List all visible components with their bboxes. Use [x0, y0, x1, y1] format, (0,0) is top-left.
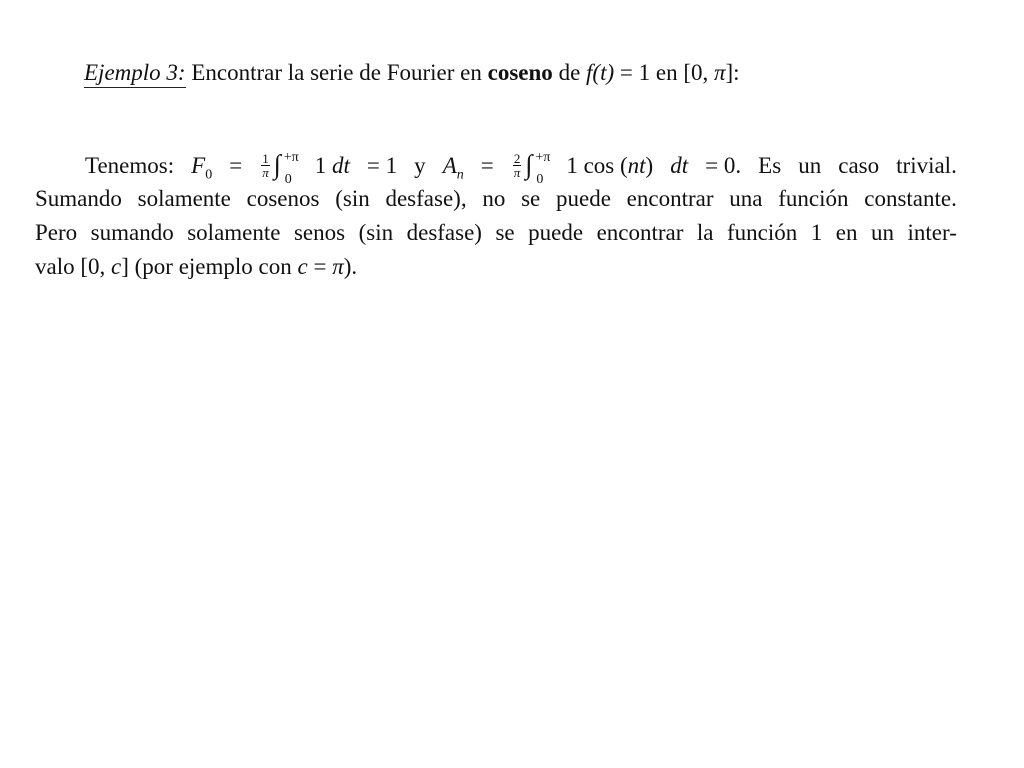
math-dt-2: dt: [670, 153, 689, 178]
math-integral-2: [511, 148, 654, 187]
line4-mid: ] (por ejemplo con: [121, 254, 298, 279]
math-dt: dt: [331, 153, 350, 178]
integrand-one: 1: [314, 153, 327, 178]
example-function: f(t): [586, 60, 615, 85]
paragraph-line-1: [35, 148, 957, 187]
example-pi: π: [713, 60, 726, 85]
line2-word: constante.: [864, 186, 957, 211]
line2-word: desfase),: [385, 186, 467, 211]
line3-word: inter-: [907, 220, 957, 245]
line3-word: puede: [528, 220, 584, 245]
math-eq-zero: = 0.: [705, 153, 742, 178]
line3-word: sumando: [90, 220, 174, 245]
math-integral-1: [259, 148, 350, 187]
math-c: c: [111, 254, 122, 279]
body-paragraph: [35, 148, 957, 284]
math-A-sub: n: [456, 167, 464, 183]
line3-word: desfase): [406, 220, 482, 245]
line4-end: ).: [343, 254, 358, 279]
word-caso: caso: [838, 153, 880, 178]
example-bold-word: coseno: [487, 60, 553, 85]
word-trivial: trivial.: [896, 153, 957, 178]
integral-sign-2: ∫ +π 0: [525, 148, 547, 182]
frac-num: 1: [262, 151, 269, 167]
frac-num-2: 2: [513, 151, 521, 167]
line2-word: cosenos: [246, 186, 320, 211]
math-eq-one: = 1: [366, 153, 398, 178]
math-F: F: [191, 153, 206, 178]
word-tenemos: Tenemos:: [85, 153, 175, 178]
line3-word: 1: [810, 220, 823, 245]
example-close: ]:: [725, 60, 740, 85]
example-equals: = 1 en [0,: [619, 60, 714, 85]
line4-pre: valo [0,: [35, 254, 112, 279]
line3-word: Pero: [35, 220, 78, 245]
word-y: y: [414, 153, 426, 178]
line2-word: solamente: [137, 186, 231, 211]
math-A: A: [442, 153, 457, 178]
example-heading: [84, 58, 740, 88]
integral-lower-limit-2: 0: [536, 172, 544, 187]
integral-upper-limit-2: +π: [535, 150, 551, 165]
math-pi-2: π: [332, 254, 344, 279]
paragraph-line-3: [35, 216, 957, 250]
math-cos-post: ): [645, 153, 654, 178]
line2-word: puede: [556, 186, 611, 211]
line3-word: función: [727, 220, 798, 245]
math-F-sub: 0: [205, 167, 213, 183]
line3-word: se: [495, 220, 515, 245]
line2-word: se: [521, 186, 541, 211]
integral-upper-limit: +π: [283, 150, 299, 165]
math-c-2: c: [297, 254, 308, 279]
line2-word: no: [482, 186, 506, 211]
line2-word: encontrar: [626, 186, 714, 211]
frac-2-over-pi: [513, 152, 522, 179]
example-label: Ejemplo 3:: [84, 60, 186, 88]
line3-word: la: [696, 220, 714, 245]
example-text-after-bold: de: [558, 60, 581, 85]
line2-word: (sin: [335, 186, 370, 211]
line3-word: un: [871, 220, 894, 245]
frac-den: π: [262, 165, 269, 181]
math-nt: nt: [627, 153, 646, 178]
line2-word: Sumando: [35, 186, 122, 211]
math-eq-1: =: [229, 153, 243, 178]
word-es: Es: [758, 153, 782, 178]
line3-word: encontrar: [596, 220, 684, 245]
line4-eq: =: [307, 254, 333, 279]
integral-sign: ∫ +π 0: [274, 148, 296, 182]
line3-word: (sin: [358, 220, 394, 245]
frac-den-2: π: [513, 165, 521, 181]
line2-word: función: [778, 186, 849, 211]
line3-word: solamente: [187, 220, 281, 245]
frac-1-over-pi: [261, 152, 270, 179]
word-un: un: [798, 153, 822, 178]
line3-word: en: [835, 220, 858, 245]
integral-lower-limit: 0: [284, 172, 292, 187]
line3-word: senos: [293, 220, 346, 245]
paragraph-line-4: [35, 250, 957, 284]
line2-word: una: [729, 186, 763, 211]
math-eq-2: =: [480, 153, 494, 178]
math-cos-pre: 1 cos (: [566, 153, 628, 178]
paragraph-line-2: [35, 182, 957, 216]
example-text-before: Encontrar la serie de Fourier en: [191, 60, 482, 85]
